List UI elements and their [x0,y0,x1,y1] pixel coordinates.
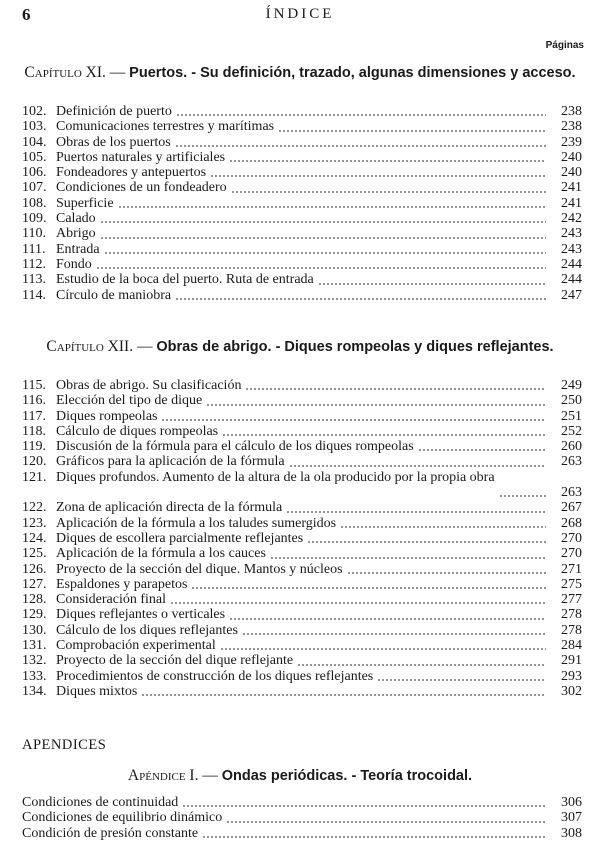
entry-number: 102. [22,104,47,119]
toc-entry [22,150,582,165]
entry-number: 124. [22,530,47,546]
entry-page: 291 [561,653,582,669]
dot-leader [270,557,546,559]
entry-number: 128. [22,592,47,608]
entry-page: 277 [561,592,582,608]
toc-entry [22,562,582,577]
entry-page: 267 [561,500,582,516]
entry-number: 130. [22,622,47,638]
chapter-xi-title [20,64,580,82]
toc-entry [22,638,582,653]
entry-number: 116. [22,393,46,409]
dot-leader [340,526,546,528]
entry-page: 240 [561,165,582,181]
entry-number: 132. [22,653,47,669]
entry-number: 107. [22,180,47,196]
entry-title: Diques profundos. Aumento de la altura de la ola producido por la propia obra [56,469,495,485]
dot-leader [104,252,546,254]
entry-title: Proyecto de la sección del dique reflejante [56,653,294,669]
dot-leader [100,221,546,223]
toc-entry [22,795,582,810]
entry-title: Proyecto de la sección del dique. Mantos y núcleos [56,561,343,577]
entry-page: 240 [561,149,582,165]
toc-entry [22,454,582,469]
entry-page: 268 [561,515,582,531]
entry-title: Entrada [56,241,100,257]
entry-title: Superficie [56,195,114,211]
entry-page: 244 [561,272,582,288]
entry-number: 115. [22,378,46,393]
entry-title: Condiciones de un fondeadero [56,180,227,196]
dot-leader [231,191,546,193]
entry-number: 131. [22,638,47,654]
chapter-xii-title [20,338,580,356]
dot-leader [141,694,546,696]
entry-page: 247 [561,287,582,303]
entry-page: 238 [561,119,582,135]
entry-title: Fondo [56,256,92,272]
toc-entry [22,531,582,546]
entry-number: 133. [22,668,47,684]
entry-number: 111. [22,241,46,257]
dot-leader [96,267,546,269]
chapter-xii-subject: Obras de abrigo. - Diques rompeolas y diques reflejantes. [156,339,554,355]
dot-leader [226,821,546,823]
paginas-label: Páginas [545,40,584,51]
entry-page: 271 [561,561,582,577]
toc-entry [22,180,582,195]
dot-leader [499,495,546,497]
running-head: ÍNDICE [265,6,335,22]
entry-title: Aplicación de la fórmula a los taludes sumergidos [56,515,337,531]
entry-page: 244 [561,256,582,272]
entry-page: 242 [561,211,582,227]
entry-title: Comunicaciones terrestres y marítimas [56,119,275,135]
toc-entry [22,288,582,303]
dot-leader [206,404,546,406]
entry-page: 249 [561,378,582,393]
entry-page: 243 [561,226,582,242]
toc-entry [22,607,582,622]
dot-leader [318,283,546,285]
dot-leader [161,419,546,421]
entry-number: 127. [22,576,47,592]
toc-entry [22,378,582,393]
toc-entry [22,516,582,531]
apendices-heading: APENDICES [22,737,107,753]
entry-title: Gráficos para la aplicación de la fórmula [56,454,285,470]
toc-entry [22,393,582,408]
toc-entry [22,577,582,592]
toc-entry [22,119,582,134]
dot-leader [286,511,546,513]
entry-page: 306 [561,795,582,810]
dot-leader [278,130,546,132]
entry-title: Puertos naturales y artificiales [56,149,226,165]
toc-entry [22,196,582,211]
toc-entry [22,592,582,607]
dot-leader [418,449,546,451]
dot-leader [118,206,546,208]
entry-page: 252 [561,423,582,439]
entry-number: 123. [22,515,47,531]
entry-page: 293 [561,668,582,684]
page-number: 6 [22,5,31,24]
entry-title: Aplicación de la fórmula a los cauces [56,546,266,562]
entry-title: Diques reflejantes o verticales [56,607,226,623]
dot-leader [245,388,546,390]
entry-page: 263 [561,485,582,501]
toc-entry [22,104,582,119]
entry-number: 106. [22,165,47,181]
entry-number: 104. [22,134,47,150]
apendice-i-subject: Ondas periódicas. - Teoría trocoidal. [221,768,473,784]
entry-page: 241 [561,180,582,196]
toc-entry [22,211,582,226]
entry-title: Obras de los puertos [56,134,171,150]
entry-number: 117. [22,408,46,424]
dot-leader [220,648,546,650]
entry-title: Fondeadores y antepuertos [56,165,207,181]
dot-leader [202,836,546,838]
toc-entry [22,684,582,699]
toc-entry [22,470,582,501]
toc-entry [22,272,582,287]
chapter-xi-label: Capítulo XI. — [24,64,126,81]
entry-number: 126. [22,561,47,577]
entry-number: 113. [22,272,46,288]
toc-entry [22,165,582,180]
toc-entry [22,826,582,841]
entry-title: Condiciones de continuidad [22,795,179,810]
entry-title: Discusión de la fórmula para el cálculo de los diques rompeolas [56,439,414,455]
chapter-xii-label: Capítulo XII. — [46,338,153,355]
dot-leader [377,679,546,681]
dot-leader [347,572,546,574]
toc-entry [22,257,582,272]
entry-number: 121. [22,469,47,485]
toc-entry [22,242,582,257]
dot-leader [191,587,546,589]
entry-title: Condición de presión constante [22,825,199,841]
dot-leader [297,664,546,666]
dot-leader [210,175,546,177]
dot-leader [170,602,546,604]
entry-title: Diques mixtos [56,683,138,699]
entry-title: Calado [56,211,96,227]
entry-page: 302 [561,683,582,699]
entry-title: Comprobación experimental [56,638,216,654]
entry-page: 275 [561,576,582,592]
entry-title: Cálculo de diques rompeolas [56,423,219,439]
entry-page: 243 [561,241,582,257]
dot-leader [242,633,546,635]
apendice-i-title [20,767,580,785]
entry-number: 109. [22,211,47,227]
entry-number: 122. [22,500,47,516]
entry-number: 134. [22,683,47,699]
entry-page: 278 [561,622,582,638]
entry-number: 112. [22,256,46,272]
entry-number: 118. [22,423,46,439]
dot-leader [289,465,546,467]
toc-entry [22,424,582,439]
toc-entry [22,653,582,668]
entry-number: 105. [22,149,47,165]
entry-number: 108. [22,195,47,211]
entry-title: Diques rompeolas [56,408,158,424]
entry-page: 250 [561,393,582,409]
dot-leader [222,434,546,436]
entry-page: 251 [561,408,582,424]
entry-number: 125. [22,546,47,562]
apendice-i-toc [22,795,582,841]
entry-number: 129. [22,607,47,623]
dot-leader [175,298,546,300]
entry-title: Espaldones y parapetos [56,576,188,592]
entry-page: 239 [561,134,582,150]
entry-page: 238 [561,104,582,119]
entry-title: Diques de escollera parcialmente reflejantes [56,530,304,546]
entry-page: 307 [561,810,582,826]
entry-number: 120. [22,454,47,470]
dot-leader [229,618,546,620]
toc-entry [22,409,582,424]
toc-entry [22,500,582,515]
entry-number: 110. [22,226,46,242]
chapter-xi-subject: Puertos. - Su definición, trazado, algunas dimensiones y acceso. [129,65,576,81]
entry-number: 114. [22,287,46,303]
chapter-xii-toc [22,378,582,699]
dot-leader [229,160,546,162]
toc-entry [22,669,582,684]
toc-entry [22,546,582,561]
entry-page: 270 [561,530,582,546]
dot-leader [307,541,546,543]
entry-title: Estudio de la boca del puerto. Ruta de entrada [56,272,314,288]
entry-title: Abrigo [56,226,96,242]
toc-entry [22,226,582,241]
entry-page: 308 [561,825,582,841]
entry-title: Elección del tipo de dique [56,393,203,409]
entry-page: 263 [561,454,582,470]
entry-page: 270 [561,546,582,562]
toc-entry [22,810,582,825]
dot-leader [100,237,546,239]
entry-page: 284 [561,638,582,654]
entry-title: Cálculo de los diques reflejantes [56,622,238,638]
entry-number: 119. [22,439,46,455]
entry-title: Zona de aplicación directa de la fórmula [56,500,283,516]
dot-leader [175,145,546,147]
entry-title: Condiciones de equilibrio dinámico [22,810,223,826]
entry-title: Procedimientos de construcción de los diques reflejantes [56,668,374,684]
chapter-xi-toc [22,104,582,303]
entry-number: 103. [22,119,47,135]
toc-entry [22,439,582,454]
entry-title: Círculo de maniobra [56,287,172,303]
entry-page: 260 [561,439,582,455]
apendice-i-label: Apéndice I. — [127,767,218,784]
toc-entry [22,623,582,638]
entry-title: Consideración final [56,592,167,608]
dot-leader [176,114,546,116]
entry-page: 241 [561,195,582,211]
dot-leader [182,805,546,807]
entry-title: Definición de puerto [56,104,172,119]
entry-page: 278 [561,607,582,623]
entry-title: Obras de abrigo. Su clasificación [56,378,242,393]
toc-entry [22,135,582,150]
